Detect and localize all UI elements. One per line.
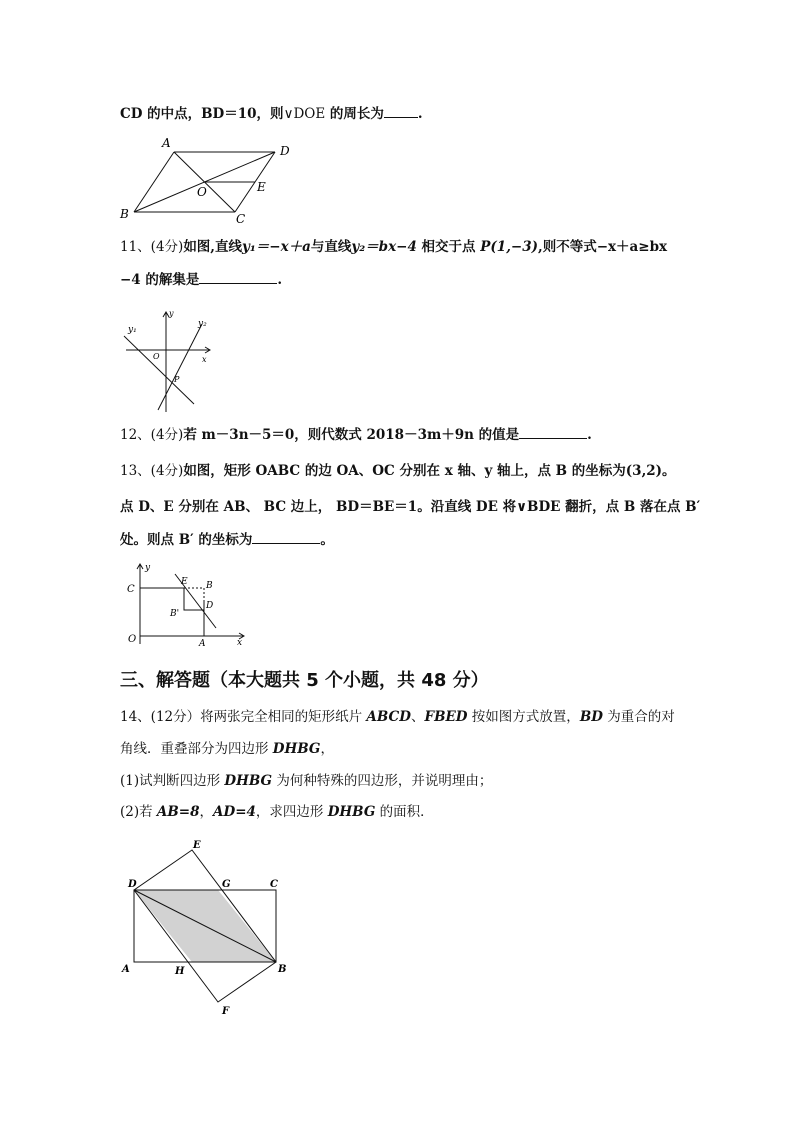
q10-label-A: A — [162, 136, 171, 150]
q11-label-O: O — [153, 352, 160, 361]
q10-text-a: CD 的中点，BD＝10，则 — [120, 106, 284, 122]
q13-line-1: 13、(4分)如图，矩形 OABC 的边 OA、OC 分别在 x 轴、y 轴上，点 B 的坐标为(3,2)。 — [120, 463, 676, 479]
q11-label-x: x — [202, 355, 207, 364]
q13-label-B: B — [206, 581, 213, 591]
q10-label-D: D — [280, 144, 290, 158]
q14-label-D: D — [128, 879, 137, 890]
q10-triangle: ∨DOE — [283, 106, 326, 122]
q10-label-E: E — [257, 180, 266, 194]
q13-label-E: E — [181, 577, 188, 587]
q13-answer-blank[interactable] — [252, 530, 320, 544]
q14-label-E: E — [193, 840, 201, 851]
q11-answer-blank[interactable] — [199, 270, 277, 284]
q14-overlap-figure — [118, 834, 298, 1020]
q13-label-y: y — [145, 563, 151, 573]
q14-label-F: F — [222, 1006, 230, 1017]
q13-rectangle-figure — [120, 558, 250, 648]
q11-label-y2: y₂ — [198, 319, 207, 329]
q10-label-O: O — [197, 185, 207, 199]
q13-line-2: 点 D、E 分别在 AB、 BC 边上， BD＝BE＝1。沿直线 DE 将∨BDE 翻折，点 B 落在点 B′ — [120, 499, 701, 515]
q14-part-2: (2)若 AB=8，AD=4，求四边形 DHBG 的面积． — [120, 804, 434, 820]
q12-answer-blank[interactable] — [519, 425, 587, 439]
q14-label-H: H — [175, 966, 185, 977]
q10-answer-blank[interactable] — [384, 104, 418, 118]
section-3-heading: 三、解答题（本大题共 5 个小题，共 48 分） — [120, 670, 489, 691]
q14-part-1: (1)试判断四边形 DHBG 为何种特殊的四边形，并说明理由； — [120, 773, 493, 789]
q14-label-G: G — [222, 879, 231, 890]
q13-label-A: A — [199, 639, 206, 648]
q12-line: 12、(4分)若 m－3n－5＝0，则代数式 2018－3m＋9n 的值是 . — [120, 427, 592, 443]
q13-label-C: C — [127, 584, 135, 595]
q11-label-y: y — [169, 309, 174, 318]
q13-label-x: x — [237, 638, 243, 648]
q14-line-1: 14、(12分）将两张完全相同的矩形纸片 ABCD、FBED 按如图方式放置，BD 为重合的对 — [120, 709, 675, 725]
q13-label-O: O — [128, 634, 137, 645]
q11-lines-figure — [118, 308, 218, 416]
q10-text-line: CD 的中点，BD＝10，则∨DOE 的周长为 . — [120, 106, 423, 122]
q13-label-D: D — [206, 601, 214, 611]
q11-label-y1: y₁ — [128, 325, 137, 335]
q13-label-B-prime: B' — [170, 609, 180, 619]
q10-text-b: 的周长为 — [325, 106, 384, 122]
q13-number: 13、(4分) — [120, 463, 184, 479]
q10-parallelogram-figure — [110, 132, 310, 228]
q11-label-P: P — [174, 375, 180, 384]
q11-line-2: −4 的解集是 . — [120, 272, 283, 288]
q14-label-B: B — [278, 964, 287, 975]
q11-number: 11、(4分) — [120, 239, 184, 255]
q12-number: 12、(4分) — [120, 427, 184, 443]
q14-line-2: 角线．重叠部分为四边形 DHBG， — [120, 741, 334, 757]
q14-label-C: C — [270, 879, 278, 890]
q11-line-1: 11、(4分)如图,直线y₁＝−x＋a与直线y₂＝bx−4 相交于点 P(1,−3),则不等式−x＋a≥bx — [120, 239, 668, 255]
q13-line-3: 处。则点 B′ 的坐标为 。 — [120, 532, 334, 548]
q10-label-B: B — [120, 207, 129, 221]
q14-label-A: A — [122, 964, 130, 975]
q10-label-C: C — [236, 212, 246, 226]
